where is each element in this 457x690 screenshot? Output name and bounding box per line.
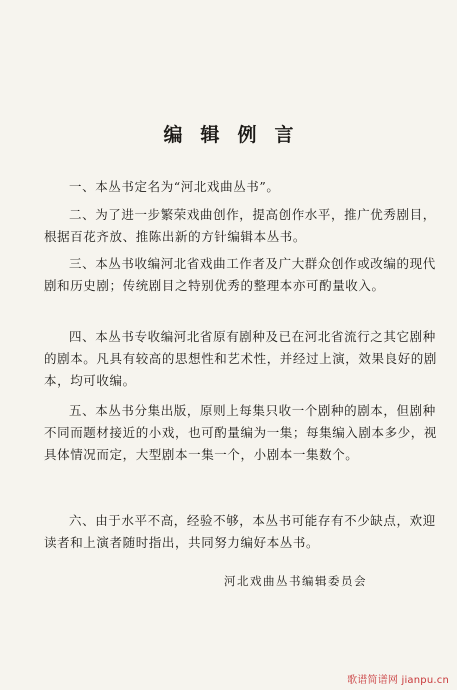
paragraph-6: 六、由于水平不高，经验不够，本丛书可能存有不少缺点，欢迎读者和上演者随时指出，共同努力编好本丛书。 [44,513,436,550]
paragraph-2: 二、为了进一步繁荣戏曲创作，提高创作水平，推广优秀剧目，根据百花齐放、推陈出新的方针编辑本丛书。 [44,207,436,244]
editorial-committee-signature: 河北戏曲丛书编辑委员会 [224,574,367,588]
paragraph-4: 四、本丛书专收编河北省原有剧种及已在河北省流行之其它剧种的剧本。凡具有较高的思想性和艺术性，并经过上演，效果良好的剧本，均可收编。 [44,329,438,388]
site-watermark: 歌谱简谱网 jianpu.cn [347,675,449,686]
paragraph-3: 三、本丛书收编河北省戏曲工作者及广大群众创作或改编的现代剧和历史剧；传统剧目之特别优秀的整理本亦可酌量收入。 [44,256,436,293]
paragraph-1: 一、本丛书定名为“河北戏曲丛书”。 [69,179,280,194]
paragraph-5: 五、本丛书分集出版，原则上每集只收一个剧种的剧本，但剧种不同而题材接近的小戏，也可酌量编为一集；每集编入剧本多少，视具体情况而定，大型剧本一集一个，小剧本一集数个。 [44,403,438,462]
document-title: 编辑例言 [163,124,312,146]
